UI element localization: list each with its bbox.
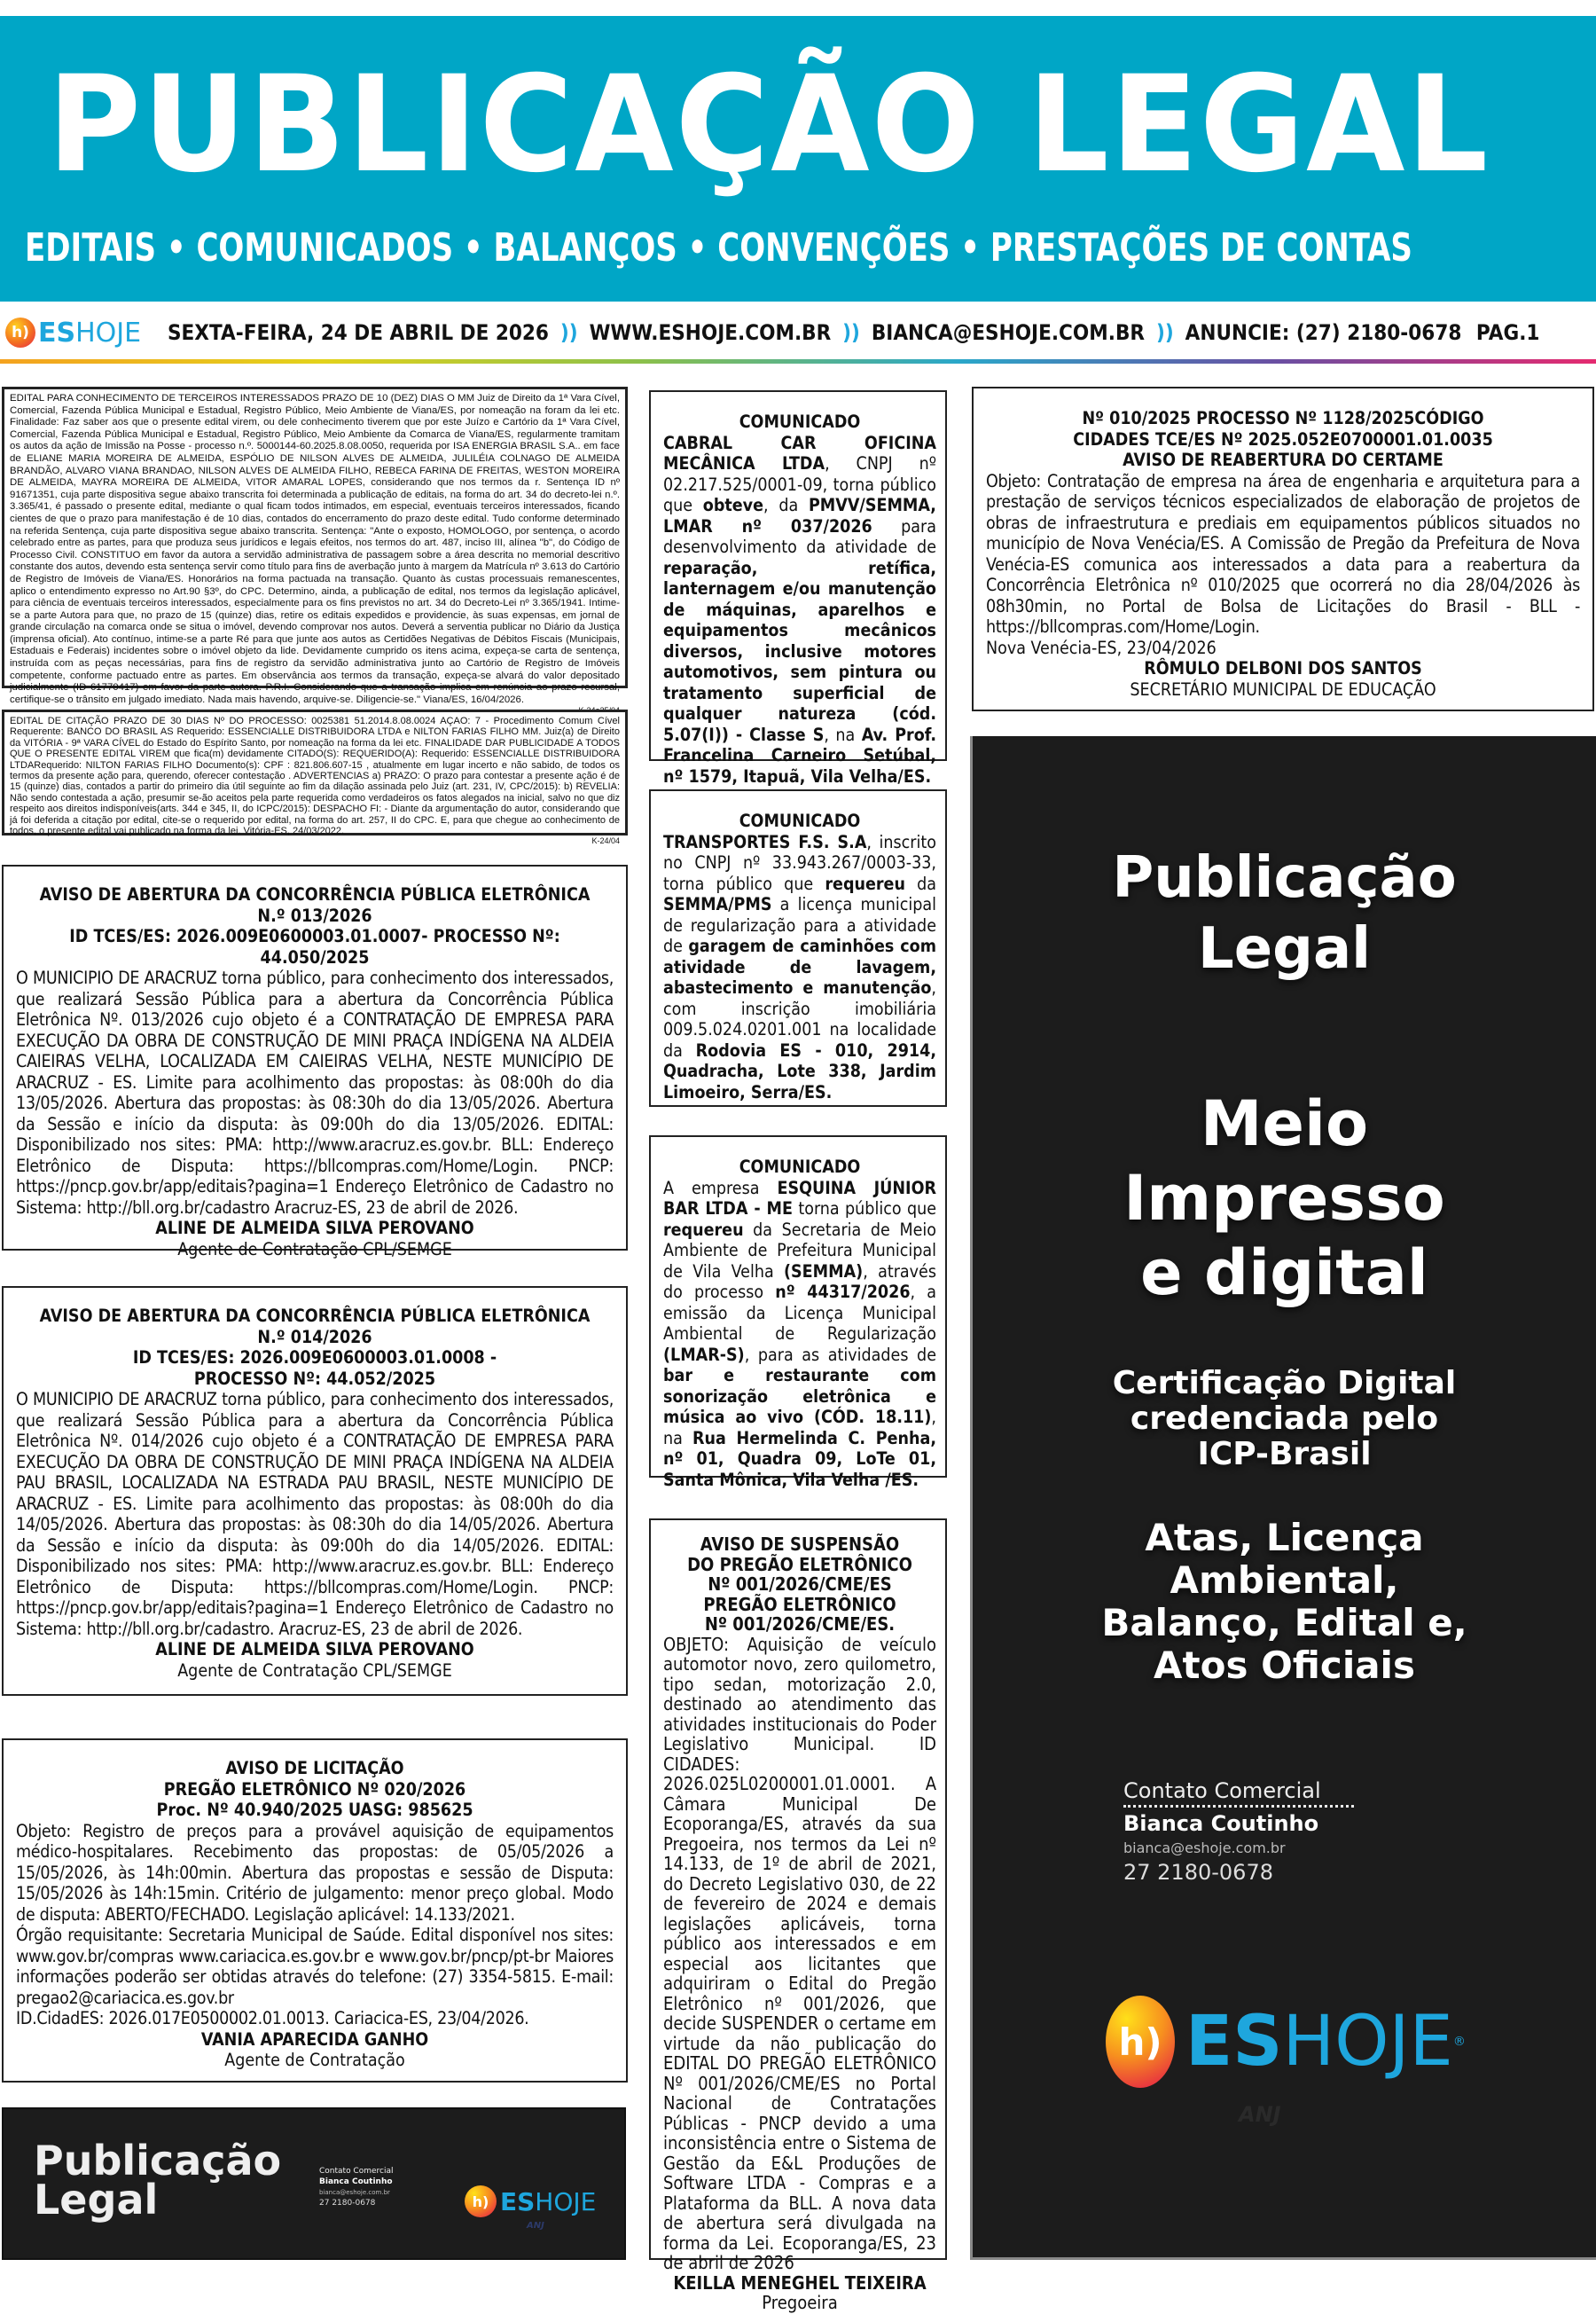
notice-heading: PROCESSO Nº: 44.052/2025 bbox=[193, 1368, 436, 1389]
text-run: Rodovia ES - 010, 2914, Quadracha, Lote 338, Jardim Limoeiro, Serra/ES. bbox=[663, 1039, 936, 1102]
text-run: , para as atividades de bbox=[744, 1344, 936, 1365]
notice-comunicado-esquina bbox=[649, 1135, 947, 1490]
ad-service-line: Balanço, Edital e, bbox=[1101, 1601, 1467, 1644]
ad-publicacao-legal-banner[interactable] bbox=[2, 2107, 626, 2260]
ad-title-line: Publicação bbox=[1112, 845, 1457, 911]
ad-service-line: Ambiental, bbox=[1170, 1558, 1399, 1602]
text-run: (SEMMA) bbox=[784, 1260, 864, 1282]
notice-body: ID.CidadES: 2026.017E0500002.01.0013. Cariacica-ES, 23/04/2026. bbox=[16, 2008, 529, 2028]
page-number: PAG.1 bbox=[1476, 320, 1540, 345]
notice-edital-citacao bbox=[2, 710, 628, 846]
separator-icon: )) bbox=[559, 320, 578, 345]
notice-aviso-013 bbox=[2, 865, 628, 1259]
ad-service-line: Atas, Licença bbox=[1145, 1516, 1424, 1559]
text-run: bar e restaurante com sonorização eletrônica e música ao vivo (CÓD. 18.11) bbox=[663, 1365, 936, 1427]
logo-es-text: ES bbox=[38, 317, 76, 349]
notice-comunicado-transportes bbox=[649, 789, 947, 1107]
notice-heading: AVISO DE REABERTURA DO CERTAME bbox=[1123, 450, 1443, 470]
text-run: PMVV/SEMMA, LMAR nº 037/2026 bbox=[663, 495, 936, 537]
notice-body: OBJETO: Aquisição de veículo automotor novo, zero quilometro, tipo sedan, motorização 2.0, destinado ao atendimento das atividades institucionais do Poder Legislativo Municipal. ID CIDADES: 2026.025L0200001.01.0001. A Câmara Municipal De Ecoporanga/ES, através da sua Pregoeira, nos termos da Lei nº 14.133, de 1º de abril de 2021, do Decreto Legislativo 030, de 22 de fevereiro de 2024 e demais legislações aplicáveis, torna público aos interessados e em especial aos licitantes que adquiriram o Edital do Pregão Eletrônico nº 001/2026, que decide SUSPENDER o certame em virtude da não publicação do EDITAL DO PREGÃO ELETRÔNICO Nº 001/2026/CME/ES no Portal Nacional de Contratações Públicas - PNCP devido a uma inconsistência entre o Sistema de Gestão da E&L Produções de Software LTDA - Compras e a Plataforma da BLL. A nova data de abertura será divulgada na forma da Lei. Ecoporanga/ES, 23 de abril de 2026 bbox=[663, 1633, 936, 2273]
ad-cert-line: ICP-Brasil bbox=[1197, 1436, 1372, 1472]
notice-heading: N.º 013/2026 bbox=[257, 905, 372, 926]
notice-text bbox=[4, 389, 625, 718]
notice-body: Órgão requisitante: Secretaria Municipal de Saúde. Edital disponível nos sites: www.gov.br/compras www.cariacica.es.gov.br e www.gov.br/pncp/pt-br Maiores informações poderão ser obtidas através do telefone: (27) 3354-5815. E-mail: pregao2@cariacica.es.gov.br bbox=[16, 1925, 614, 2008]
ad-contact bbox=[1123, 1778, 1354, 1885]
text-run: reparação, retífica, lanternagem e/ou manutenção de máquinas, aparelhos e equipamentos mecânicos diversos, inclusive motores automotivos, sem pintura ou tratamento superficial de qualquer natureza (cód. 5.07(I)) - Classe S bbox=[663, 557, 936, 745]
registered-icon: ® bbox=[1452, 2035, 1466, 2049]
advertise-phone: ANUNCIE: (27) 2180-0678 bbox=[1185, 320, 1462, 345]
ad-service-line: Atos Oficiais bbox=[1154, 1643, 1415, 1687]
text-run: da bbox=[904, 873, 936, 894]
contact-phone: 27 2180-0678 bbox=[1123, 1860, 1273, 1885]
masthead-title: PUBLICAÇÃO LEGAL bbox=[47, 48, 1490, 202]
notice-heading: CIDADES TCE/ES Nº 2025.052E0700001.01.0035 bbox=[1073, 428, 1493, 450]
notice-comunicado-cabral bbox=[649, 390, 947, 787]
notice-role: SECRETÁRIO MUNICIPAL DE EDUCAÇÃO bbox=[1130, 679, 1436, 700]
text-run: Rua Hermelinda C. Penha, nº 01, Quadra 09, LoTe 01, Santa Mônica, Vila Velha /ES. bbox=[663, 1427, 936, 1490]
ad-media bbox=[973, 1086, 1596, 1310]
notice-signer: RÔMULO DELBONI DOS SANTOS bbox=[1144, 658, 1422, 679]
notice-body bbox=[663, 1178, 936, 1491]
text-run: ESQUINA JÚNIOR BAR LTDA - ME bbox=[663, 1177, 936, 1219]
text-run: nº 44317/2026 bbox=[775, 1282, 911, 1302]
text-run: CABRAL CAR OFICINA MECÂNICA LTDA bbox=[663, 432, 936, 474]
notice-aviso-licitacao bbox=[2, 1738, 628, 2083]
separator-icon: )) bbox=[1156, 320, 1174, 345]
notice-heading: PREGÃO ELETRÔNICO bbox=[703, 1593, 896, 1615]
anj-logo: ANJ bbox=[527, 2221, 544, 2231]
eshoje-logo[interactable] bbox=[5, 318, 141, 349]
text-run: obteve bbox=[702, 495, 764, 515]
text-run: A empresa bbox=[663, 1177, 778, 1198]
text-run: Av. Prof. Francelina Carneiro Setúbal, nº 1579, Itapuã, Vila Velha/ES. bbox=[663, 724, 936, 787]
contact-email[interactable]: bianca@eshoje.com.br bbox=[1123, 1840, 1286, 1856]
logo-es-text: ES bbox=[500, 2186, 536, 2216]
notice-body: EDITAL DE CITAÇÃO PRAZO DE 30 DIAS Nº DO PROCESSO: 0025381 51.2014.8.08.0024 AÇAO: 7 - Procedimento Comum Cível Requerente: BANCO DO BRASIL AS Requerido: ESSENCIALLE DISTRIBUIDORA LTDA e NILTON FARIAS FILHO MM. Juiz(a) de Direito da VITÓRIA - 9ª VARA CÍVEL do Estado do Espírito Santo, por nomeação na forma da lei etc. FINALIDADE DAR PUBLICIDADE A TODOS QUE O PRESENTE EDITAL VIREM que fica(m) devidamente CITADO(S): REQUERIDO(A): Requerido: ESSENCIALLE DISTRIBUIDORA LTDARequerido: NILTON FARIAS FILHO Documento(s): CPF : 821.806.607-15 , atualmente em lugar incerto e não sabido, de todos os termos da presente ação para, querendo, oferecer contestação . ADVERTENCIAS a) PRAZO: O prazo para contestar a presente ação é de 15 (quinze) dias, contados a partir do primeiro dia útil seguinte ao fim da dilação assinada pelo Juiz (art. 231, IV, CPC/2015): b) REVELIA: Não sendo contestada a ação, presumir se-ão aceitos pela parte requerida como verdadeiros os fatos alegados na inicial, salvo no que diz respeito aos direitos indisponíveis(arts. 344 e 345, II, do ICPC/2015): DESPACHO FI: - Diante da argumentação do autor, considerando que já foi deferida a citação por edital, cite-se o requerido por edital, na forma do art. 257, II do CPC. E, para que chegue ao conhecimento de todos, o presente edital vai publicado na forma da lei. Vitória-ES, 24/03/2022. bbox=[10, 716, 620, 837]
notice-heading: COMUNICADO bbox=[739, 811, 861, 831]
notice-heading: COMUNICADO bbox=[739, 1157, 861, 1177]
eshoje-logo-icon: h) bbox=[5, 318, 35, 348]
notice-body: Objeto: Registro de preços para a provável aquisição de equipamentos médico-hospitalares. Recebimento das propostas: de 05/05/2026 a 15/05/2026, às 14h:00min. Abertura das propostas e sessão de Disputa: 15/05/2026 às 14h:15min. Critério de julgamento: menor preço global. Modo de disputa: ABERTO/FECHADO. Legislação aplicável: 14.133/2021. bbox=[16, 1820, 614, 1925]
notice-role: Pregoeira bbox=[762, 2292, 838, 2313]
notice-heading: DO PREGÃO ELETRÔNICO bbox=[687, 1553, 912, 1575]
ad-title-line: Publicação bbox=[34, 2137, 282, 2185]
notice-body: O MUNICIPIO DE ARACRUZ torna público, para conhecimento dos interessados, que realizará Sessão Pública para a abertura da Concorrência Pública Eletrônica Nº. 013/2026 cujo objeto é a CONTRATAÇÃO DE EMPRESA PARA EXECUÇÃO DA OBRA DE CONSTRUÇÃO DE MINI PRAÇA INDÍGENA NA ALDEIA CAIEIRAS VELHA, LOCALIZADA EM CAIEIRAS VELHA, NESTE MUNICÍPIO DE ARACRUZ - ES. Limite para acolhimento das propostas: às 08:00h do dia 13/05/2026. Abertura das propostas: às 08:30h do dia 13/05/2026. Abertura da Sessão e início da disputa: às 09:00h do dia 13/05/2026. EDITAL: Disponibilizado nos sites: PMA: http://www.aracruz.es.gov.br. BLL: Endereço Eletrônico de Disputa: https://bllcompras.com/Home/Login. PNCP: https://pncp.gov.br/app/editais?pagina=1 Endereço Eletrônico de Cadastro no Sistema: http://bll.org.br/cadastro Aracruz-ES, 23 de abril de 2026. bbox=[16, 968, 614, 1218]
separator-icon: )) bbox=[842, 320, 861, 345]
notice-heading: ID TCES/ES: 2026.009E0600003.01.0008 - bbox=[132, 1347, 497, 1368]
text-run: da Secretaria de Meio Ambiente de Prefeitura Municipal de Vila Velha bbox=[663, 1219, 936, 1282]
info-line bbox=[168, 320, 1539, 345]
notice-role: Agente de Contratação bbox=[224, 2050, 405, 2070]
notice-heading: ID TCES/ES: 2026.009E0600003.01.0007- PROCESSO Nº: 44.050/2025 bbox=[69, 926, 560, 968]
logo-hoje-text: HOJE bbox=[1282, 2002, 1453, 2082]
notice-heading: Nº 010/2025 PROCESSO Nº 1128/2025CÓDIGO bbox=[1082, 408, 1484, 428]
text-run: TRANSPORTES F.S. S.A bbox=[663, 831, 867, 852]
notice-heading: N.º 014/2026 bbox=[257, 1326, 372, 1347]
notice-signer: KEILLA MENEGHEL TEIXEIRA bbox=[673, 2271, 927, 2294]
ad-media-line: Impresso bbox=[1123, 1162, 1445, 1235]
notice-role: Agente de Contratação CPL/SEMGE bbox=[177, 1238, 452, 1259]
text-run: , na bbox=[663, 1407, 936, 1448]
text-run: , CNPJ nº 02.217.525/0001-09, torna público que bbox=[663, 453, 936, 515]
contact-label: Contato Comercial bbox=[1123, 1778, 1354, 1808]
notice-heading: COMUNICADO bbox=[739, 412, 861, 432]
ad-media-line: Meio bbox=[1200, 1087, 1369, 1160]
rainbow-divider bbox=[0, 359, 1596, 364]
text-run: para desenvolvimento da atividade de bbox=[663, 515, 936, 557]
notice-body bbox=[663, 832, 936, 1103]
text-run: , com inscrição imobiliária 009.5.024.0201.001 na localidade da bbox=[663, 977, 936, 1061]
notice-heading: AVISO DE ABERTURA DA CONCORRÊNCIA PÚBLICA ELETRÔNICA bbox=[39, 1306, 591, 1326]
notice-aviso-reabertura bbox=[972, 387, 1594, 711]
contact-phone: 27 2180-0678 bbox=[319, 2199, 376, 2208]
email-link[interactable]: BIANCA@ESHOJE.COM.BR bbox=[871, 320, 1146, 345]
text-run: requereu bbox=[825, 873, 905, 894]
text-run: requereu bbox=[663, 1219, 744, 1240]
notice-heading: Nº 001/2026/CME/ES bbox=[708, 1573, 892, 1595]
notice-signer: ALINE DE ALMEIDA SILVA PEROVANO bbox=[155, 1218, 474, 1238]
eshoje-logo[interactable] bbox=[1106, 1996, 1466, 2088]
notice-heading: PREGÃO ELETRÔNICO Nº 020/2026 bbox=[163, 1778, 466, 1800]
text-run: , na bbox=[824, 724, 862, 745]
website-link[interactable]: WWW.ESHOJE.COM.BR bbox=[589, 320, 832, 345]
notice-code: K-24/04 bbox=[591, 836, 620, 846]
ad-title-line: Legal bbox=[34, 2176, 159, 2224]
ad-title-line: Legal bbox=[1197, 916, 1372, 982]
text-run: , através do processo bbox=[663, 1260, 936, 1302]
notice-aviso-suspensao bbox=[649, 1518, 947, 2313]
ad-contact bbox=[319, 2166, 394, 2208]
notice-heading: AVISO DE SUSPENSÃO bbox=[700, 1534, 900, 1555]
logo-es-text: ES bbox=[1185, 2002, 1283, 2082]
ad-cert-line: Certificação Digital bbox=[1112, 1365, 1457, 1401]
eshoje-logo[interactable] bbox=[465, 2185, 596, 2217]
ad-certification bbox=[973, 1366, 1596, 1472]
notice-heading: AVISO DE LICITAÇÃO bbox=[225, 1758, 404, 1778]
notice-heading: Nº 001/2026/CME/ES. bbox=[704, 1613, 896, 1635]
notice-body: O MUNICIPIO DE ARACRUZ torna público, para conhecimento dos interessados, que realizará Sessão Pública para a abertura da Concorrência Pública Eletrônica Nº. 014/2026 cujo objeto é a CONTRATAÇÃO DE EMPRESA PARA EXECUÇÃO DA OBRA DE CONSTRUÇÃO DE MINI PRAÇA INDÍGENA NA ALDEIA PAU BRASIL, LOCALIZADA NA ESTRADA PAU BRASIL, NESTE MUNICÍPIO DE ARACRUZ - ES. Limite para acolhimento das propostas: às 08:00h do dia 14/05/2026. Abertura das propostas: às 08:30h do dia 14/05/2026. Abertura da Sessão e início da disputa: às 09:00h do dia 14/05/2026. EDITAL: Disponibilizado nos sites: PMA: http://www.aracruz.es.gov.br. BLL: Endereço Eletrônico de Disputa: https://bllcompras.com/Home/Login. PNCP: https://pncp.gov.br/app/editais?pagina=1 Endereço Eletrônico de Cadastro no Sistema: http://bll.org.br/cadastro. Aracruz-ES, 23 de abril de 2026. bbox=[16, 1389, 614, 1639]
text-run: , a emissão da Licença Municipal Ambiental de Regularização bbox=[663, 1282, 936, 1344]
notice-text bbox=[4, 712, 625, 849]
ad-media-line: e digital bbox=[1140, 1236, 1428, 1309]
notice-aviso-014 bbox=[2, 1286, 628, 1696]
text-run: , da bbox=[763, 495, 809, 515]
issue-date: SEXTA-FEIRA, 24 DE ABRIL DE 2026 bbox=[168, 320, 550, 345]
contact-email[interactable]: bianca@eshoje.com.br bbox=[319, 2189, 390, 2196]
text-run: (LMAR-S) bbox=[663, 1344, 745, 1365]
notice-body bbox=[663, 433, 936, 788]
ad-title bbox=[973, 843, 1596, 984]
notice-signer: VANIA APARECIDA GANHO bbox=[200, 2028, 429, 2050]
notice-body: EDITAL PARA CONHECIMENTO DE TERCEIROS INTERESSADOS PRAZO DE 10 (DEZ) DIAS O MM Juiz de Direito da 1ª Vara Cível, Comercial, Fazenda Pública Municipal e Estadual, Registro Público, Meio Ambiente de Viana/ES, por nomeação na foram da lei etc. Finalidade: Faz saber aos que o presente edital virem, ou dele conhecimento tiverem que por este Juízo e Cartório da 1ª Vara Cível, Comercial, Fazenda Pública Municipal e Estadual, Registro Público, Meio Ambiente da Comarca de Viana/ES, regularmente tramitam os autos da ação de Imissão na Posse - processo n.º. 5000144-60.2025.8.08.0050, requerida por ISA ENERGIA BRASIL S.A.. em face de ELIANE MARIA MOREIRA DE ALMEIDA, ESPÓLIO DE NILSON ALVES DE ALMEIDA, JULILÉIA COLNAGO DE ALMEIDA BRANDÃO, ALVARO VIANA BRANDAO, NILSON ALVES DE ALMEIDA FILHO, REBECA FARINA DE FREITAS, WESTON MOREIRA DE ALMEIDA, MAYRA MOREIRA DE ALMEIDA, VITOR AMARAL LOPES, considerando que nos termos da r. Sentença ID nº 91671351, cuja parte dispositiva segue abaixo transcrita foi determinada a publicação de editais, na forma do art. 34 do decreto-lei n.º. 3.365/41, é passado o presente edital, mediante o qual ficam todos intimados, em especial, eventuais terceiros interessados, ficando cientes de que o prazo para manifestação é de 10 dias, contados do encerramento do prazo deste edital. Tudo conforme determinado na referida Sentença, cuja parte dispositiva segue abaixo transcrita. Sentença: "Ante o exposto, HOMOLOGO, por sentença, o acordo celebrado entre as partes, para que produza seus jurídicos e legais efeitos, nos termos do art. 487, inciso III, alínea "b", do Código de Processo Civil. CONSTITUO em favor da autora a servidão administrativa de passagem sobre a área descrita no memorial descritivo constante dos autos, devendo esta sentença servir como título para fins de averbação junto à margem da Matrícula nº 3.613 do Cartório de Registro de Imóveis de Viana/ES. Honorários na forma pactuada na transação. Quanto às custas processuais remanescentes, aplico o entendimento expresso no Art.90 §3º, do CPC. Determino, ainda, a publicação de edital, nos termos da legislação aplicável, para ciência de eventuais terceiros interessados, especialmente para os fins previstos no art. 34 do Decreto-Lei nº 3.365/1941. Intime-se a parte Autora para que, no prazo de 15 (quinze) dias, retire os editais expedidos e providencie, às suas expensas, em jornal de grande circulação na comarca onde se situa o imóvel, devendo comprovar nos autos. Deverá a serventia publicar no Diário da Justiça (imprensa oficial). Ato contínuo, intime-se a parte Ré para que junte aos autos as Certidões Negativas de Débitos Fiscais (Municipais, Estaduais e Federais) incidentes sobre o imóvel objeto da lide. Devidamente cumprido os itens acima, expeça-se carta de sentença, instruída com as peças necessárias, para fins de registro da servidão administrativa junto ao Cartório de Registro de Imóveis competente, conforme pactuado entre as partes. Em observância aos termos da transação, expeça-se alvará do valor depositado judicialmente (ID 61770417) em favor da parte autora. P.R.I. Considerando que a transação implica em renúncia ao prazo recursal, certifique-se o trânsito em julgado imediato. Nada mais havendo, arquive-se. Diligencie-se." Viana/ES, 16/04/2026. bbox=[10, 393, 620, 705]
contact-name: Bianca Coutinho bbox=[319, 2177, 393, 2186]
text-run: SEMMA/PMS bbox=[663, 894, 772, 914]
eshoje-logo-icon: h) bbox=[465, 2185, 497, 2217]
contact-name: Bianca Coutinho bbox=[1123, 1811, 1319, 1836]
text-run: , inscrito no CNPJ nº 33.943.267/0003-33, torna público que bbox=[663, 831, 936, 894]
logo-hoje-text: HOJE bbox=[75, 317, 142, 349]
masthead-banner bbox=[0, 16, 1596, 302]
anj-logo: ANJ bbox=[1239, 2102, 1281, 2127]
notice-edital-viana bbox=[2, 387, 628, 705]
text-run: garagem de caminhões com atividade de lavagem, abastecimento e manutenção bbox=[663, 936, 936, 998]
info-bar bbox=[0, 302, 1596, 364]
ad-cert-line: credenciada pelo bbox=[1130, 1400, 1439, 1437]
contact-label: Contato Comercial bbox=[319, 2167, 394, 2176]
notice-heading: AVISO DE ABERTURA DA CONCORRÊNCIA PÚBLICA ELETRÔNICA bbox=[39, 884, 591, 905]
ad-services bbox=[973, 1517, 1596, 1687]
notice-signer: ALINE DE ALMEIDA SILVA PEROVANO bbox=[155, 1639, 474, 1659]
text-run: a licença municipal de regularização para a atividade de bbox=[663, 894, 936, 956]
ad-title bbox=[34, 2137, 282, 2224]
notice-place-date: Nova Venécia-ES, 23/04/2026 bbox=[986, 637, 1217, 658]
ad-publicacao-legal-side[interactable] bbox=[970, 736, 1596, 2260]
notice-heading: Proc. Nº 40.940/2025 UASG: 985625 bbox=[156, 1800, 473, 1820]
masthead-subtitle: EDITAIS • COMUNICADOS • BALANÇOS • CONVENÇÕES • PRESTAÇÕES DE CONTAS bbox=[25, 225, 1412, 271]
text-run: torna público que bbox=[792, 1198, 936, 1219]
eshoje-logo-icon: h) bbox=[1106, 1996, 1175, 2088]
notice-role: Agente de Contratação CPL/SEMGE bbox=[177, 1659, 452, 1681]
notice-body: Objeto: Contratação de empresa na área de engenharia e arquitetura para a prestação de serviços técnicos especializados de elaboração de projetos de obras de infraestrutura e prediais em equipamentos públicos situados no município de Nova Venécia/ES. A Comissão de Pregão da Prefeitura de Nova Venécia-ES comunica aos interessados a data para a reabertura da Concorrência Eletrônica nº 010/2025 que ocorrerá no dia 28/04/2026 às 08h30min, no Portal de Bolsa de Licitações do Brasil - BLL - https://bllcompras.com/Home/Login. bbox=[986, 470, 1580, 637]
logo-hoje-text: HOJE bbox=[535, 2186, 597, 2216]
